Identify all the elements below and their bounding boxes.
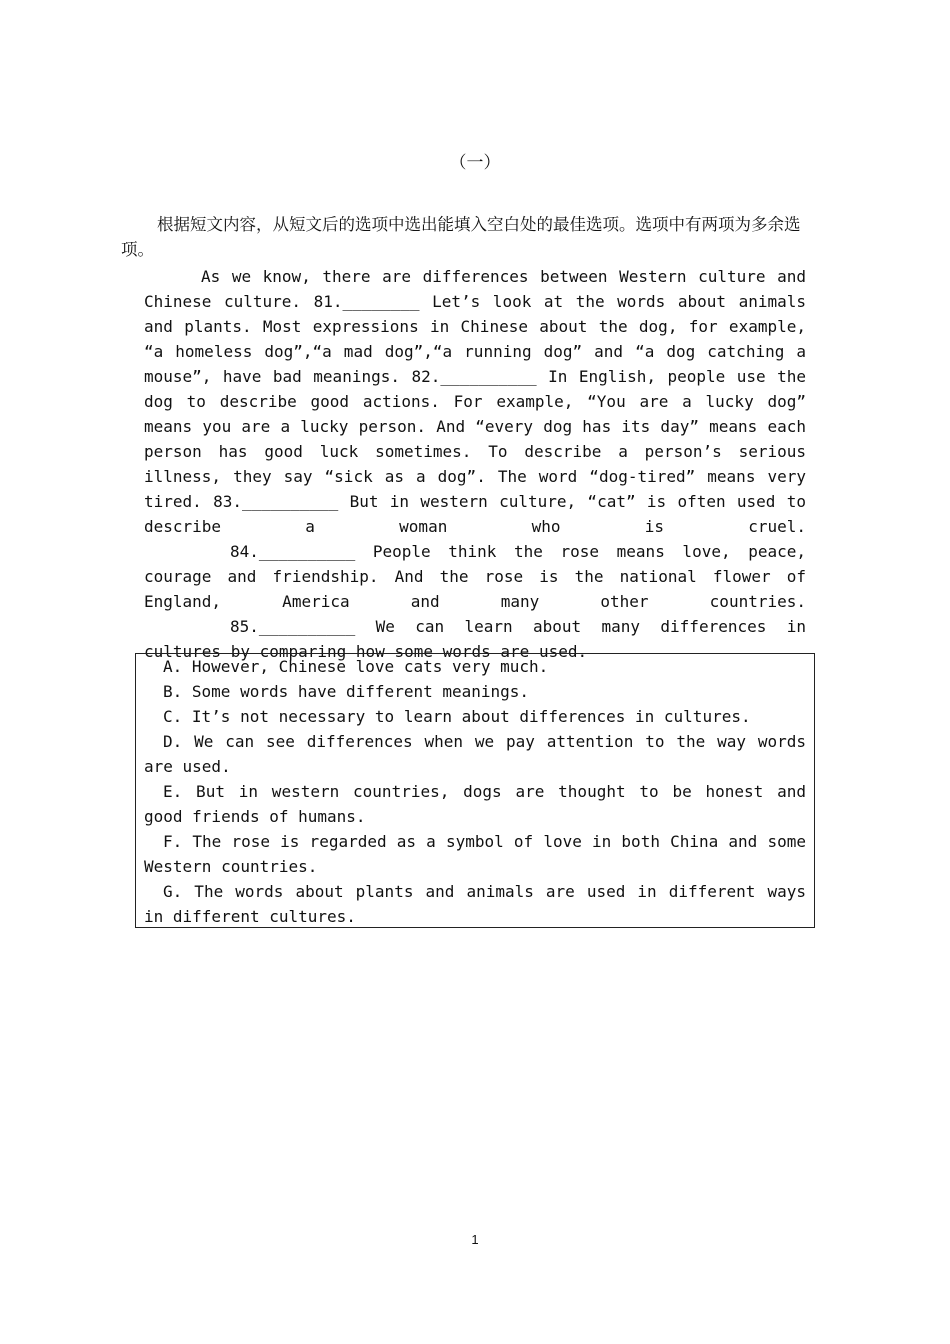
option-g: G. The words about plants and animals are used in different ways in different cultures. — [144, 882, 806, 926]
passage-paragraph-2: 84.__________ People think the rose means love, peace, courage and friendship. And the rose is the national flower of England, America and many other countries. — [144, 542, 806, 611]
passage-paragraph-3: 85.__________ We can learn about many differences in cultures by comparing how some words are used. — [144, 617, 806, 661]
option-d: D. We can see differences when we pay attention to the way words are used. — [144, 732, 806, 776]
option-a: A. However, Chinese love cats very much. — [163, 657, 549, 676]
section-title: （一） — [449, 153, 501, 173]
option-c: C. It’s not necessary to learn about differences in cultures. — [163, 707, 751, 726]
option-e: E. But in western countries, dogs are thought to be honest and good friends of humans. — [144, 782, 806, 826]
options-box — [135, 653, 815, 928]
page-number: 1 — [471, 1232, 479, 1247]
option-b: B. Some words have different meanings. — [163, 682, 530, 701]
option-f: F. The rose is regarded as a symbol of love in both China and some Western countries. — [144, 832, 806, 876]
instructions: 根据短文内容，从短文后的选项中选出能填入空白处的最佳选项。选项中有两项为多余选项。 — [121, 215, 801, 259]
passage-paragraph-1: As we know, there are differences between Western culture and Chinese culture. 81.________ Let’s look at the words about animals and plants. Most expressions in Chinese about the dog, for example, “a homeless dog”,“a mad dog”,“a running dog” and “a dog catching a mouse”, have bad meanings. 82.__________ In English, people use the dog to describe good actions. For example, “You are a lucky dog” means you are a lucky person. And “every dog has its day” means each person has good luck sometimes. To describe a person’s serious illness, they say “sick as a dog”. The word “dog-tired” means very tired. 83.__________ But in western culture, “cat” is often used to describe a woman who is cruel. — [144, 267, 806, 536]
passage — [144, 264, 806, 664]
